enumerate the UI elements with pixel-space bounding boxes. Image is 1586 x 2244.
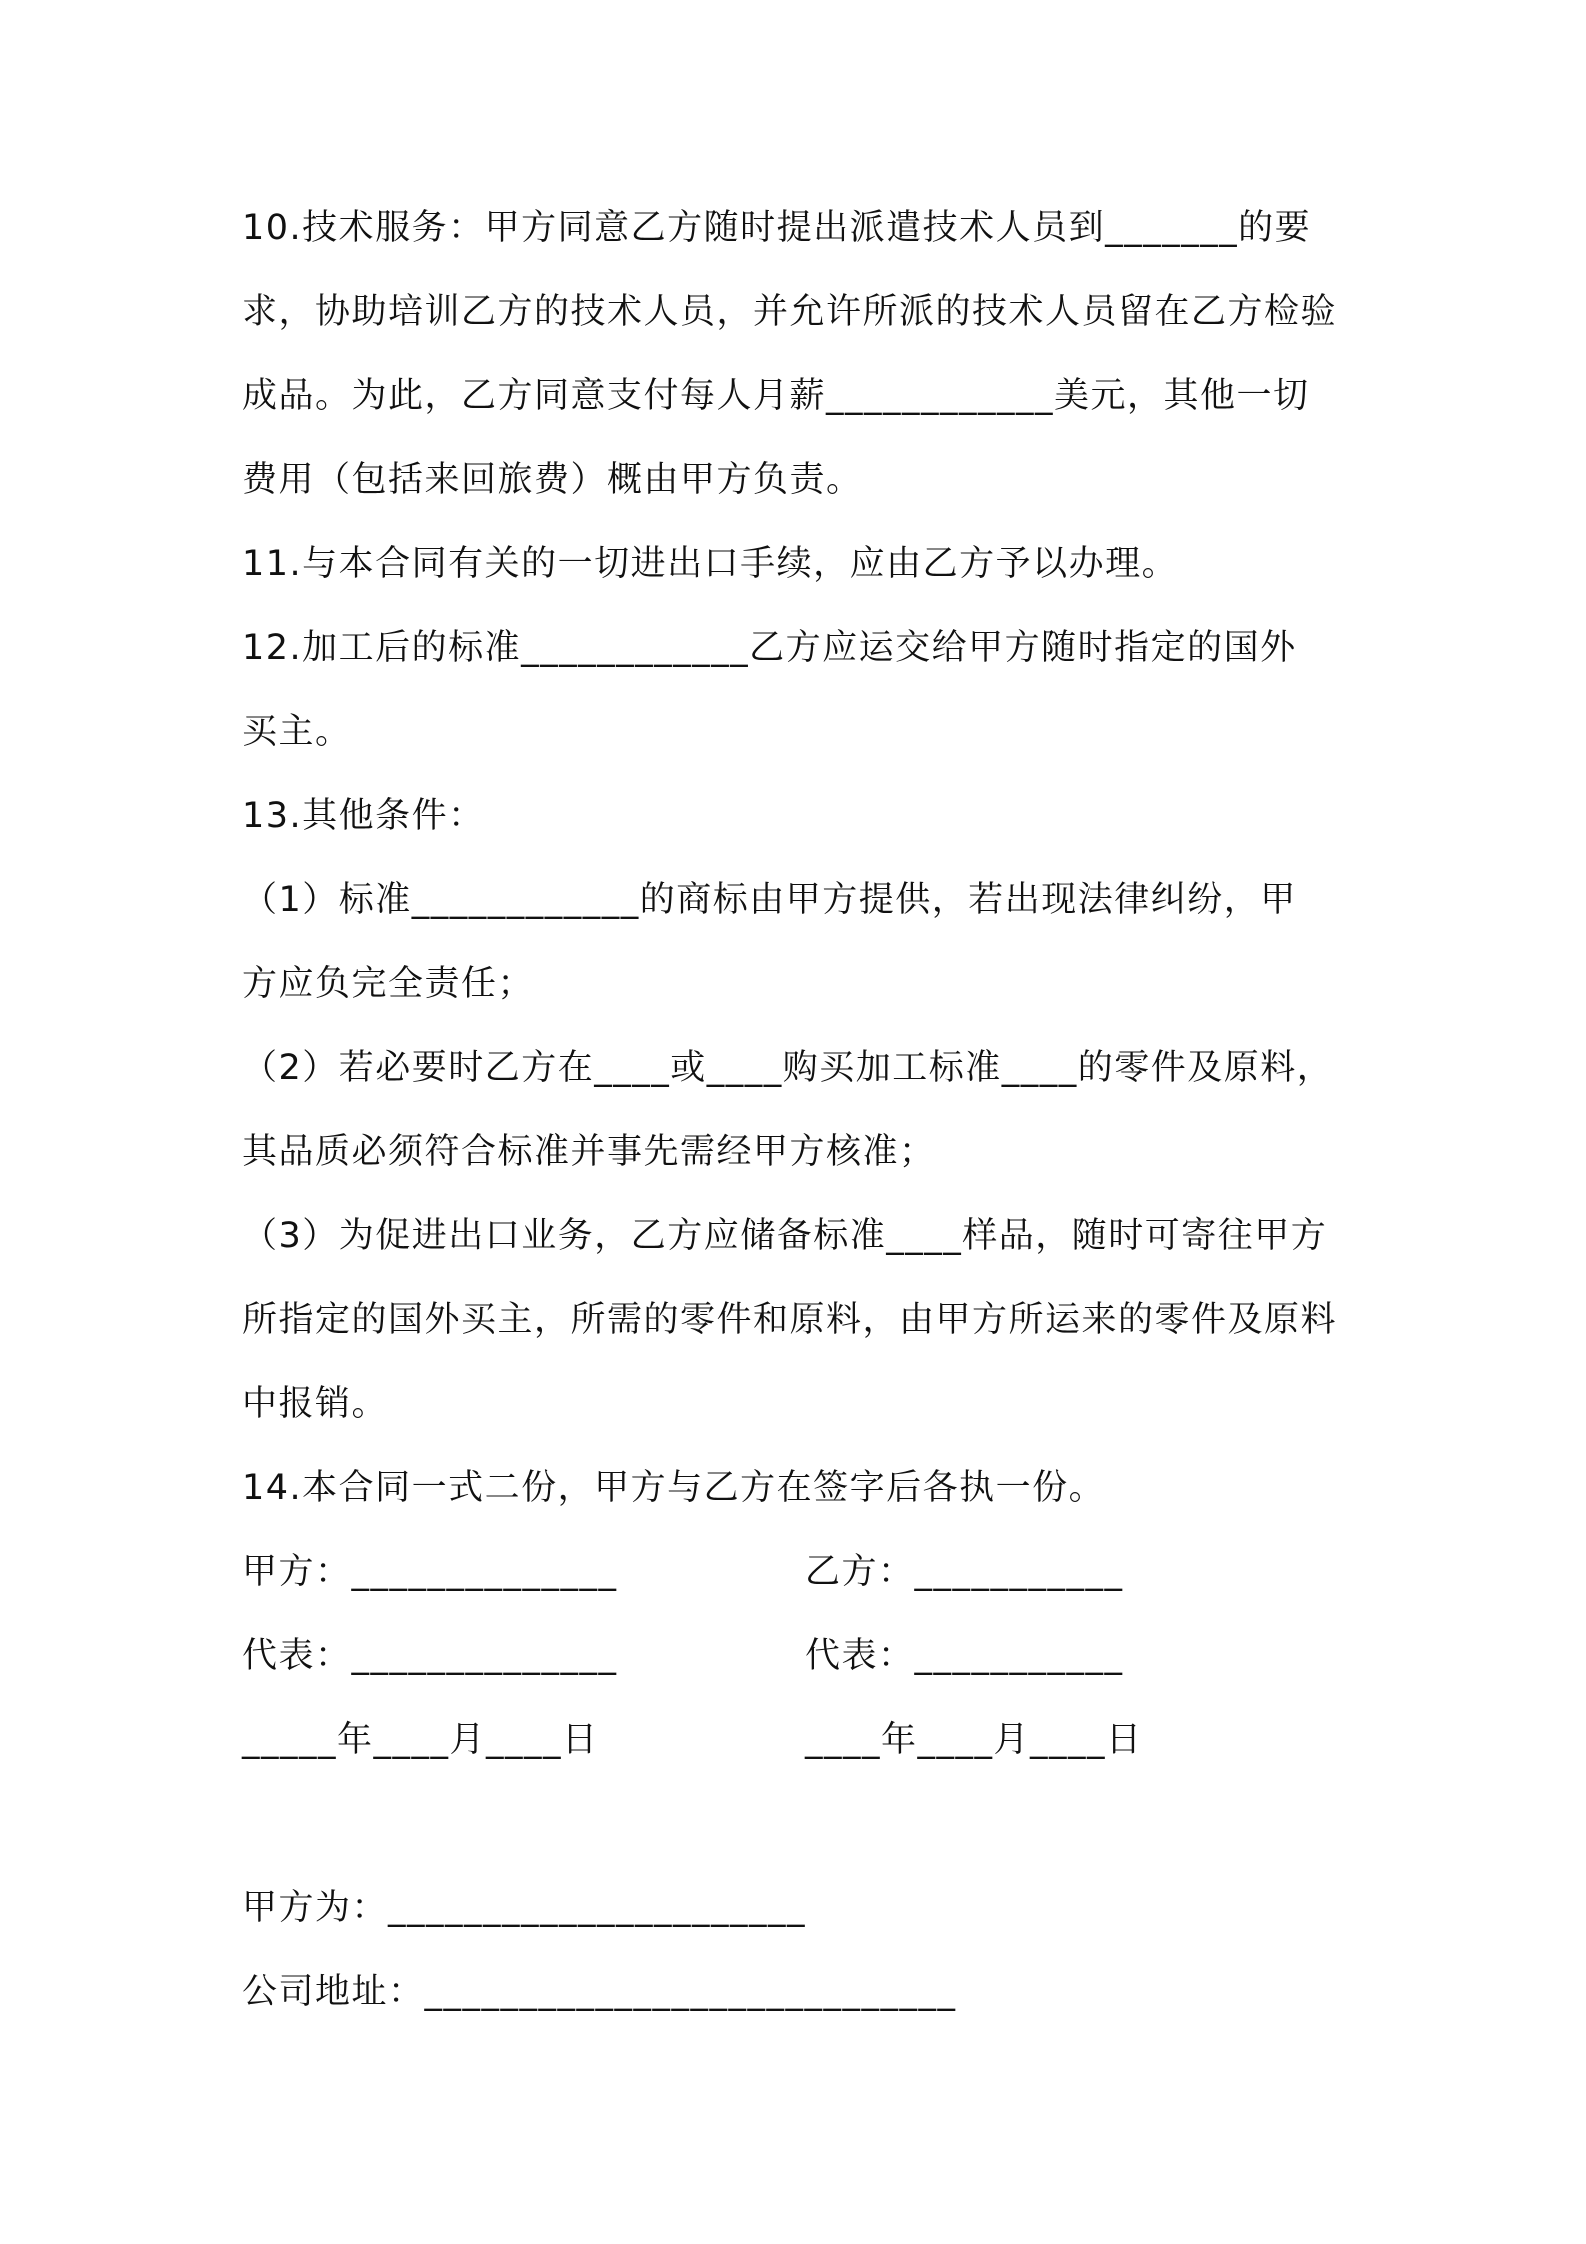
signature-date-b: ____年____月____日	[805, 1720, 1143, 1760]
clause-13-item-3-line-1: （3）为促进出口业务，乙方应储备标准____样品，随时可寄往甲方	[242, 1216, 1328, 1256]
clause-10-line-1: 10.技术服务：甲方同意乙方随时提出派遣技术人员到_______的要	[242, 208, 1312, 248]
signature-party-a: 甲方：______________	[242, 1552, 618, 1592]
party-a-is: 甲方为：______________________	[242, 1888, 807, 1928]
signature-rep-b: 代表：___________	[805, 1636, 1124, 1676]
clause-10-line-4: 费用（包括来回旅费）概由甲方负责。	[242, 460, 863, 500]
clause-10-line-2: 求，协助培训乙方的技术人员，并允许所派的技术人员留在乙方检验	[242, 292, 1338, 332]
clause-13-item-1-line-1: （1）标准____________的商标由甲方提供，若出现法律纠纷，甲	[242, 880, 1297, 920]
signature-date-a: _____年____月____日	[242, 1720, 599, 1760]
clause-14: 14.本合同一式二份，甲方与乙方在签字后各执一份。	[242, 1468, 1106, 1508]
clause-10-line-3: 成品。为此，乙方同意支付每人月薪____________美元，其他一切	[242, 376, 1310, 416]
signature-rep-a: 代表：______________	[242, 1636, 618, 1676]
clause-12-line-1: 12.加工后的标准____________乙方应运交给甲方随时指定的国外	[242, 628, 1297, 668]
clause-13-item-1-line-2: 方应负完全责任；	[242, 964, 535, 1004]
clause-13-item-3-line-3: 中报销。	[242, 1384, 389, 1424]
clause-12-line-2: 买主。	[242, 712, 352, 752]
company-address: 公司地址：____________________________	[242, 1972, 957, 2012]
clause-13-item-2-line-1: （2）若必要时乙方在____或____购买加工标准____的零件及原料，	[242, 1048, 1334, 1088]
signature-party-b: 乙方：___________	[805, 1552, 1124, 1592]
clause-13-item-2-line-2: 其品质必须符合标准并事先需经甲方核准；	[242, 1132, 936, 1172]
clause-11: 11.与本合同有关的一切进出口手续，应由乙方予以办理。	[242, 544, 1179, 584]
clause-13-heading: 13.其他条件：	[242, 796, 485, 836]
clause-13-item-3-line-2: 所指定的国外买主，所需的零件和原料，由甲方所运来的零件及原料	[242, 1300, 1338, 1340]
